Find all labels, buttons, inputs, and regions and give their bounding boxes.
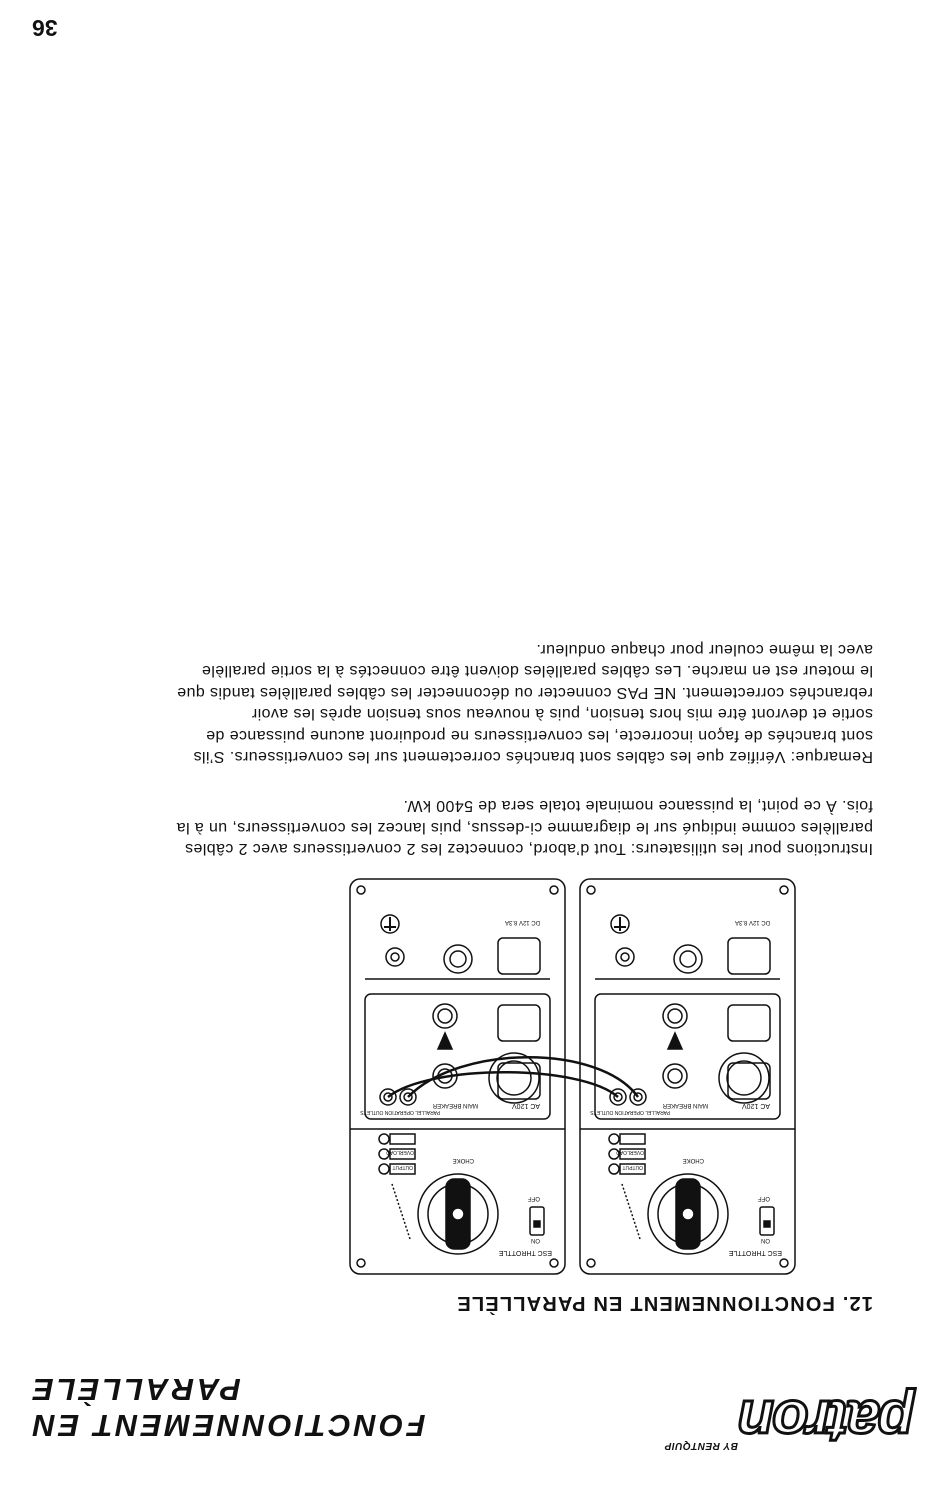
svg-text:ON: ON: [531, 1237, 540, 1243]
svg-text:ON: ON: [761, 1237, 770, 1243]
svg-text:OFF: OFF: [758, 1195, 770, 1201]
header-title: FONCTIONNEMENT EN PARALLÈLE: [30, 1372, 426, 1443]
patron-logo: [640, 1383, 920, 1453]
svg-text:OFF: OFF: [528, 1195, 540, 1201]
svg-text:AC 120V: AC 120V: [741, 1102, 770, 1109]
remark-paragraph: Remarque: Vérifiez que les câbles sont branchés correctement sur les convertisseurs. S’ils sont branchés de façon incorrecte, les convertisseurs ne produiront aucune puissance de sortie et devront être mis hors tension, puis à nouveau sous tension après les avoir rebranchés correctement. NE PAS connecter ou déconnecter les câbles parallèles tandis que le moteur est en marche. Les câbles parallèles doivent être connectés à la sortie parallèle avec la même couleur pour chaque onduleur.: [176, 640, 873, 765]
inverter-panel-right: [350, 879, 565, 1274]
svg-text:OUTPUT: OUTPUT: [622, 1164, 643, 1170]
svg-text:CHOKE: CHOKE: [682, 1157, 704, 1163]
logo-byline: BY RENTQUIP: [664, 1440, 738, 1451]
svg-text:OUTPUT: OUTPUT: [392, 1164, 413, 1170]
page-number: 36: [32, 15, 58, 41]
section-title: 12. FONCTIONNEMENT EN PARALLÈLE: [456, 1292, 873, 1314]
svg-text:DC 12V 8.3A: DC 12V 8.3A: [734, 919, 770, 925]
svg-text:MAIN BREAKER: MAIN BREAKER: [662, 1102, 708, 1108]
logo-wordmark: patron: [739, 1388, 914, 1455]
svg-text:OVERLOAD: OVERLOAD: [386, 1149, 414, 1155]
svg-text:MAIN BREAKER: MAIN BREAKER: [432, 1102, 478, 1108]
svg-text:ESC THROTTLE: ESC THROTTLE: [498, 1249, 552, 1256]
svg-text:ESC THROTTLE: ESC THROTTLE: [728, 1249, 782, 1256]
svg-text:AC 120V: AC 120V: [511, 1102, 540, 1109]
instructions-paragraph: Instructions pour les utilisateurs: Tout d’abord, connectez les 2 convertisseurs avec 2 câbles parallèles comme indiqué sur le diagramme ci-dessus, puis lancez les convertisseurs, un à la fois. À ce point, la puissance nominale totale sera de 5400 kW.: [176, 797, 873, 857]
parallel-connection-diagram: [340, 869, 800, 1279]
svg-text:DC 12V 8.3A: DC 12V 8.3A: [504, 919, 540, 925]
svg-text:PARALLEL OPERATION OUTLETS: PARALLEL OPERATION OUTLETS: [590, 1109, 670, 1115]
svg-text:CHOKE: CHOKE: [452, 1157, 474, 1163]
svg-text:PARALLEL OPERATION OUTLETS: PARALLEL OPERATION OUTLETS: [360, 1109, 440, 1115]
svg-text:OVERLOAD: OVERLOAD: [616, 1149, 644, 1155]
page-header: [30, 1372, 920, 1455]
